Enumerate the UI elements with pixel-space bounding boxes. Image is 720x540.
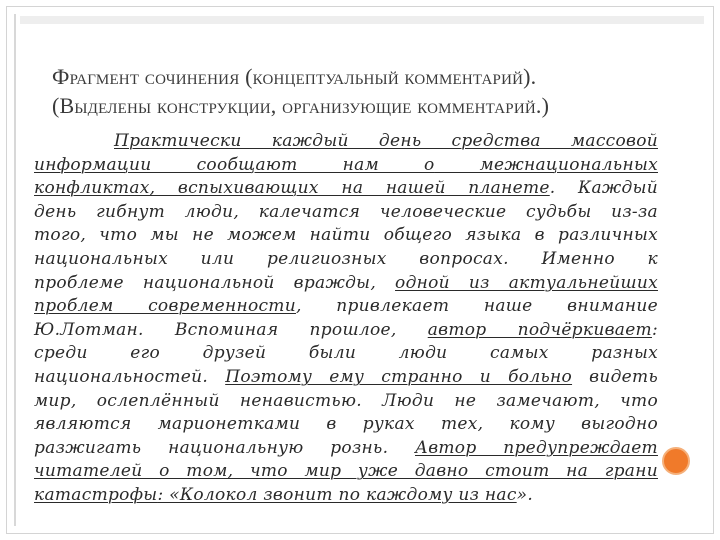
essay-text: . Каждый bbox=[549, 178, 658, 199]
essay-text: : bbox=[651, 319, 659, 340]
essay-text: Ю.Лотман. Вспоминая прошлое, bbox=[34, 319, 428, 340]
highlight-phrase: Автор предупреждает bbox=[415, 437, 658, 458]
essay-line-9 bbox=[34, 319, 658, 343]
essay-line-7 bbox=[34, 272, 658, 296]
essay-line-8 bbox=[34, 295, 658, 319]
essay-line-5: того, что мы не можем найти общего языка в различных bbox=[34, 225, 658, 246]
highlight-phrase: информации сообщают нам о bbox=[34, 154, 435, 175]
left-rule-decoration bbox=[14, 14, 16, 526]
essay-line-13: являются марионетками в руках тех, кому выгодно bbox=[34, 414, 658, 435]
orange-circle-decoration bbox=[662, 447, 690, 475]
highlight-phrase: проблем современности bbox=[34, 296, 296, 317]
essay-text: разжигать национальную рознь. bbox=[34, 437, 416, 458]
highlight-phrase: межнациональных bbox=[434, 154, 658, 175]
slide-title bbox=[52, 62, 692, 120]
essay-text: проблеме национальной вражды, bbox=[34, 272, 396, 293]
essay-line-10: среди его друзей были люди самых разных bbox=[34, 343, 658, 364]
essay-line-11 bbox=[34, 366, 658, 390]
highlight-phrase: Практически каждый день средства массовой bbox=[114, 131, 658, 151]
highlight-phrase: одной из актуальнейших bbox=[395, 272, 658, 293]
essay-line-4: день гибнут люди, калечатся человеческие судьбы из-за bbox=[34, 201, 658, 222]
essay-line-12: мир, ослеплённый ненавистью. Люди не замечают, что bbox=[34, 390, 658, 411]
highlight-phrase: катастрофы bbox=[34, 484, 158, 505]
highlight-phrase: : «Колокол звонит по каждому из нас bbox=[157, 484, 517, 505]
essay-text: национальностей. bbox=[34, 366, 226, 387]
highlight-phrase: читателей о том, что мир уже давно стоит на грани bbox=[34, 461, 658, 482]
essay-line-14 bbox=[34, 437, 658, 461]
essay-line-16 bbox=[34, 484, 658, 508]
top-band-decoration bbox=[20, 16, 704, 24]
essay-fragment bbox=[34, 130, 658, 508]
essay-text: видеть bbox=[572, 366, 658, 387]
highlight-phrase: конфликтах, вспыхивающих на нашей планете bbox=[34, 178, 550, 199]
essay-line-3 bbox=[34, 177, 658, 201]
essay-text: ». bbox=[516, 484, 534, 505]
essay-line-15 bbox=[34, 460, 658, 484]
slide-title-line-1: Фрагмент сочинения (концептуальный комментарий). bbox=[52, 64, 537, 89]
essay-line-6: национальных или религиозных вопросах. Именно к bbox=[34, 248, 658, 269]
slide-title-line-2: (Выделены конструкции, организующие комментарий.) bbox=[52, 93, 550, 118]
essay-text: , привлекает наше внимание bbox=[295, 296, 658, 317]
highlight-phrase: Поэтому ему странно и больно bbox=[225, 366, 573, 387]
essay-line-1 bbox=[34, 130, 658, 154]
highlight-phrase: автор подчёркивает bbox=[427, 319, 652, 340]
essay-line-2 bbox=[34, 154, 658, 178]
